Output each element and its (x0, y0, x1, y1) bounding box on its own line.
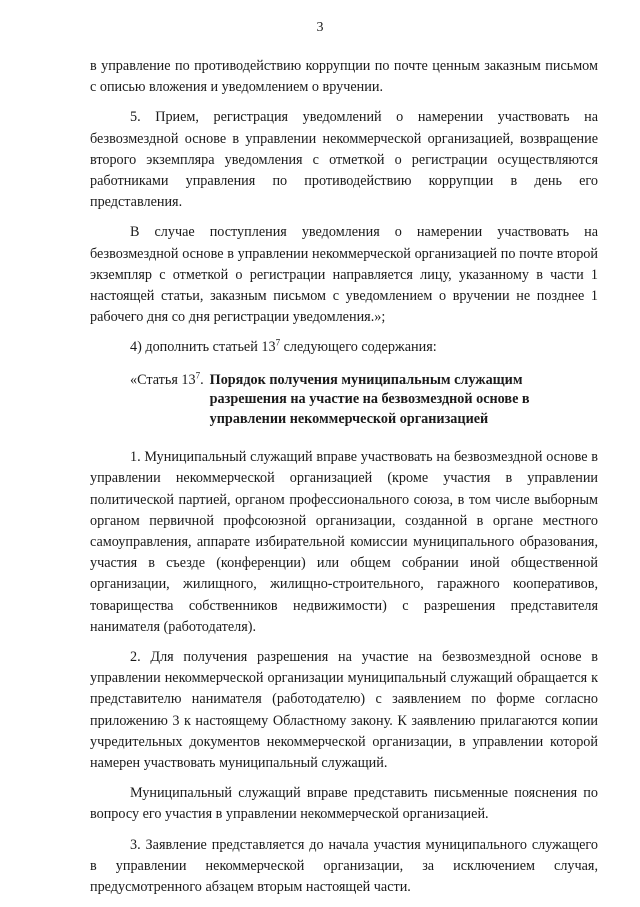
amendment-text-before: 4) дополнить статьей 13 (130, 339, 276, 356)
article-number-superscript: 7 (195, 369, 201, 380)
paragraph-mail-case: В случае поступления уведомления о намерении участвовать на безвозмездной основе в управлении некоммерческой организацией по почте второй экземпляр с отметкой о регистрации направляется лицу, указанному в части 1 настоящей статьи, заказным письмом с уведомлением о вручении не позднее 1 рабочего дня со дня регистрации уведомления.»; (90, 224, 598, 326)
paragraph-article-part-2: 2. Для получения разрешения на участие на безвозмездной основе в управлении некоммерческой организации муниципальный служащий обращается к представителю нанимателя (работодателю) с заявлением по форме согласно приложению 3 к настоящему Областному закону. К заявлению прилагаются копии учредительных документов некоммерческой организации, в управлении которой намерен участвовать муниципальный служащий. (90, 648, 598, 771)
paragraph-amendment-4 (90, 337, 598, 358)
article-heading (90, 371, 598, 430)
document-body (90, 56, 598, 907)
amendment-text-after: следующего содержания: (280, 339, 437, 356)
article-number (90, 371, 204, 430)
paragraph-continuation: в управление по противодействию коррупции по почте ценным заказным письмом с описью вложения и уведомлением о вручении. (90, 58, 598, 96)
article-number-text: «Статья 13 (130, 371, 196, 388)
article-title: Порядок получения муниципальным служащим разрешения на участие на безвозмездной основе в управлении некоммерческой организацией (209, 371, 530, 427)
article-number-dot: . (200, 371, 204, 388)
paragraph-article-part-3: 3. Заявление представляется до начала участия муниципального служащего в управлении некоммерческой организации, за исключением случая, предусмотренного абзацем вторым настоящей части. (90, 836, 598, 895)
paragraph-explanations: Муниципальный служащий вправе представить письменные пояснения по вопросу его участия в управлении некоммерческой организацией. (90, 785, 598, 823)
page-number: 3 (316, 20, 324, 35)
amendment-superscript: 7 (275, 337, 281, 348)
paragraph-article-part-1: 1. Муниципальный служащий вправе участвовать на безвозмездной основе в управлении некоммерческой организацией (кроме участия в управлении политической партией, органом профессионального союза, в том числе выборным органом первичной профсоюзной организации, созданной в органе местного самоуправления, аппарате избирательной комиссии муниципального образования, участия в съезде (конференции) или общем собрании иной общественной организации, жилищного, жилищно-строительного, гаражного кооперативов, товарищества собственников недвижимости) с разрешения представителя нанимателя (работодателя). (90, 449, 598, 635)
paragraph-item-5: 5. Прием, регистрация уведомлений о намерении участвовать на безвозмездной основе в управлении некоммерческой организацией, возвращение второго экземпляра уведомления с отметкой о регистрации осуществляются работниками управления по противодействию коррупции в день его представления. (90, 109, 598, 211)
